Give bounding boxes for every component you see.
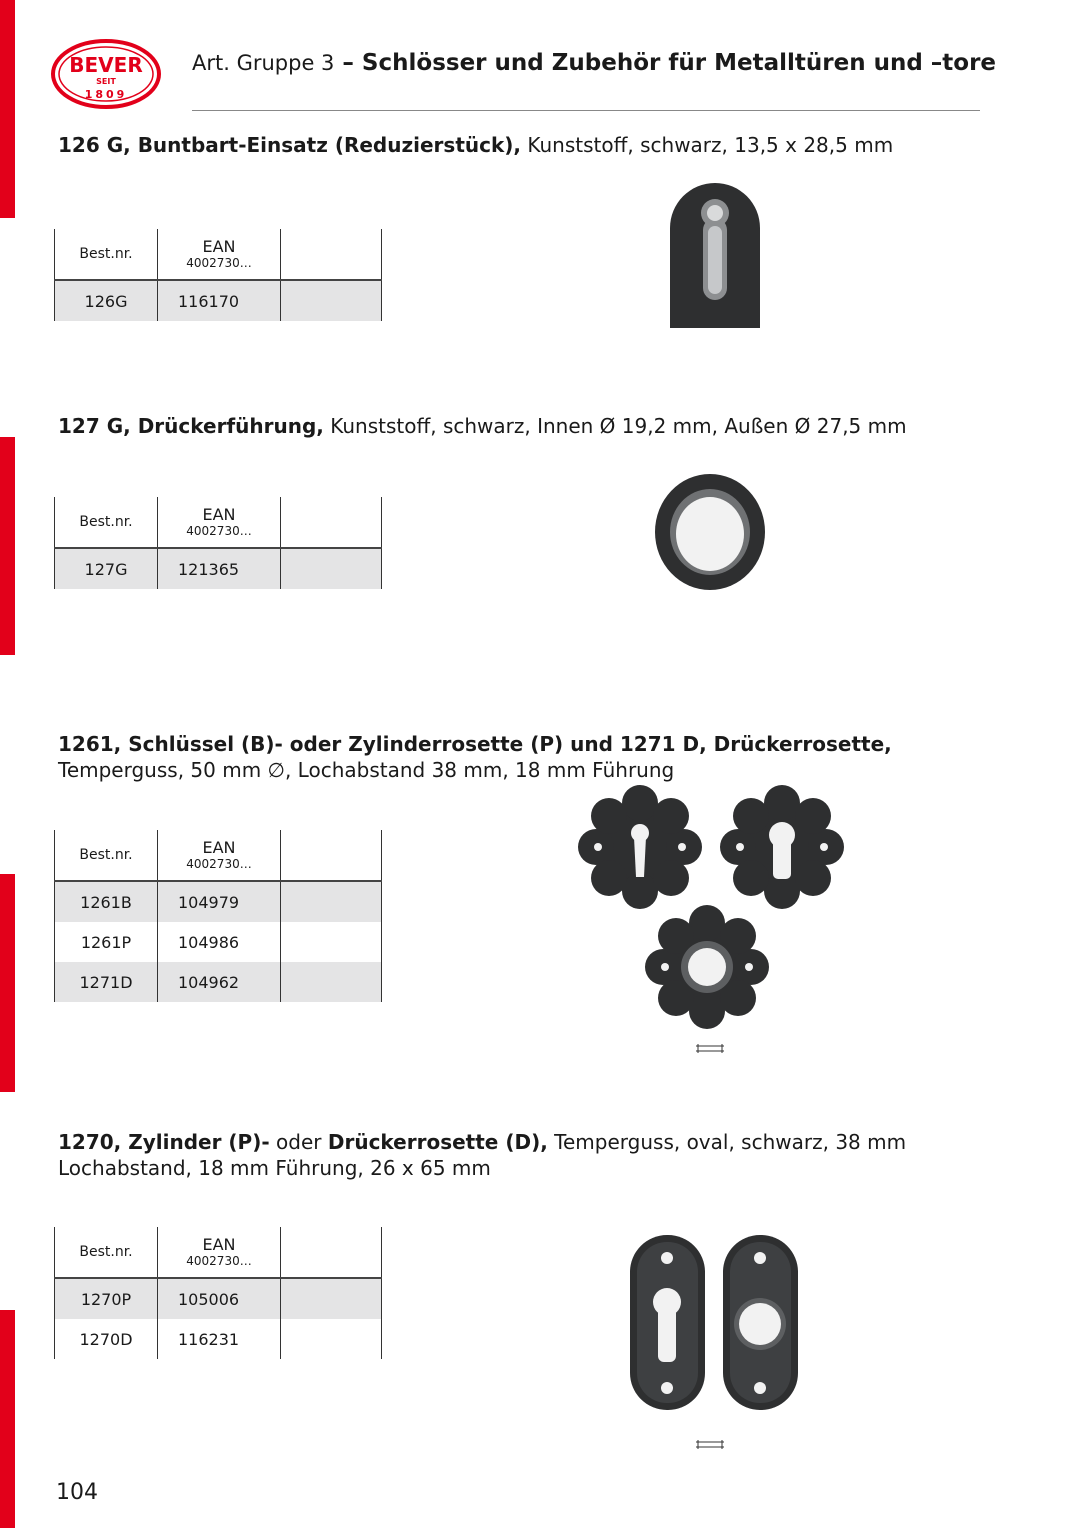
col-empty bbox=[281, 830, 382, 881]
col-empty bbox=[281, 497, 382, 548]
header-divider bbox=[192, 110, 980, 111]
ean-cell: 116170 bbox=[158, 280, 281, 321]
page-number: 104 bbox=[56, 1480, 98, 1505]
logo-year: 1809 bbox=[84, 88, 128, 101]
col-empty bbox=[281, 229, 382, 280]
ean-prefix: 4002730… bbox=[186, 1254, 252, 1268]
table-row bbox=[55, 1319, 382, 1359]
ean-label: EAN bbox=[202, 505, 236, 524]
page-title: – Schlösser und Zubehör für Metalltüren und –tore bbox=[334, 50, 997, 76]
section-title-1261 bbox=[58, 731, 892, 783]
red-edge-tab bbox=[0, 1310, 15, 1528]
product-image-1271d bbox=[645, 905, 770, 1030]
logo-since: SEIT bbox=[96, 77, 116, 86]
ean-cell: 104979 bbox=[158, 881, 281, 922]
order-table-126g bbox=[54, 229, 382, 321]
page-header bbox=[192, 50, 996, 76]
order-table-127g bbox=[54, 497, 382, 589]
product-image-1270d bbox=[718, 1230, 803, 1415]
col-bestnr: Best.nr. bbox=[55, 830, 158, 881]
ean-label: EAN bbox=[202, 1235, 236, 1254]
product-image-127g bbox=[650, 470, 770, 595]
product-name: 1270, Zylinder (P)- bbox=[58, 1130, 270, 1154]
product-name: 126 G, Buntbart-Einsatz (Reduzierstück), bbox=[58, 133, 522, 157]
table-row bbox=[55, 962, 382, 1002]
product-name: 127 G, Drückerführung, bbox=[58, 414, 324, 438]
product-spec: Temperguss, 50 mm ∅, Lochabstand 38 mm, 18 mm Führung bbox=[58, 758, 675, 782]
bestnr-cell: 1270P bbox=[55, 1278, 158, 1319]
section-title-126g bbox=[58, 132, 893, 158]
table-row bbox=[55, 548, 382, 589]
table-row bbox=[55, 1278, 382, 1319]
ean-prefix: 4002730… bbox=[186, 256, 252, 270]
product-spec: Kunststoff, schwarz, 13,5 x 28,5 mm bbox=[521, 133, 894, 157]
col-bestnr: Best.nr. bbox=[55, 1227, 158, 1278]
col-bestnr: Best.nr. bbox=[55, 497, 158, 548]
col-ean bbox=[158, 229, 281, 280]
scale-marker-icon bbox=[694, 1438, 738, 1452]
red-edge-tab bbox=[0, 437, 15, 655]
ean-label: EAN bbox=[202, 838, 236, 857]
section-title-127g bbox=[58, 413, 907, 439]
product-spec: Kunststoff, schwarz, Innen Ø 19,2 mm, Außen Ø 27,5 mm bbox=[323, 414, 907, 438]
col-ean bbox=[158, 497, 281, 548]
product-image-1261b bbox=[578, 785, 703, 910]
product-spec: Temperguss, oval, schwarz, 38 mm bbox=[547, 1130, 907, 1154]
col-bestnr: Best.nr. bbox=[55, 229, 158, 280]
ean-cell: 121365 bbox=[158, 548, 281, 589]
section-title-1270 bbox=[58, 1129, 906, 1181]
ean-cell: 104962 bbox=[158, 962, 281, 1002]
table-row bbox=[55, 881, 382, 922]
ean-label: EAN bbox=[202, 237, 236, 256]
product-name: Drückerrosette (D), bbox=[327, 1130, 548, 1154]
ean-prefix: 4002730… bbox=[186, 857, 252, 871]
order-table-1270 bbox=[54, 1227, 382, 1359]
order-table-1261 bbox=[54, 830, 382, 1002]
red-edge-tab bbox=[0, 0, 15, 218]
bestnr-cell: 127G bbox=[55, 548, 158, 589]
bestnr-cell: 1270D bbox=[55, 1319, 158, 1359]
ean-cell: 104986 bbox=[158, 922, 281, 962]
product-image-1261p bbox=[720, 785, 845, 910]
product-spec: Lochabstand, 18 mm Führung, 26 x 65 mm bbox=[58, 1156, 491, 1180]
connector-text: oder bbox=[269, 1130, 328, 1154]
ean-cell: 105006 bbox=[158, 1278, 281, 1319]
table-row bbox=[55, 280, 382, 321]
ean-prefix: 4002730… bbox=[186, 524, 252, 538]
scale-marker-icon bbox=[694, 1042, 738, 1056]
red-edge-tab bbox=[0, 874, 15, 1092]
product-image-126g bbox=[660, 178, 770, 333]
bever-logo bbox=[50, 38, 162, 110]
table-row bbox=[55, 922, 382, 962]
product-name: 1261, Schlüssel (B)- oder Zylinderrosette (P) und 1271 D, Drückerrosette, bbox=[58, 732, 892, 756]
ean-cell: 116231 bbox=[158, 1319, 281, 1359]
col-empty bbox=[281, 1227, 382, 1278]
product-image-1270p bbox=[625, 1230, 710, 1415]
bestnr-cell: 126G bbox=[55, 280, 158, 321]
col-ean bbox=[158, 1227, 281, 1278]
logo-text: BEVER bbox=[69, 53, 143, 77]
article-group: Art. Gruppe 3 bbox=[192, 51, 335, 75]
col-ean bbox=[158, 830, 281, 881]
bestnr-cell: 1271D bbox=[55, 962, 158, 1002]
bestnr-cell: 1261B bbox=[55, 881, 158, 922]
bestnr-cell: 1261P bbox=[55, 922, 158, 962]
